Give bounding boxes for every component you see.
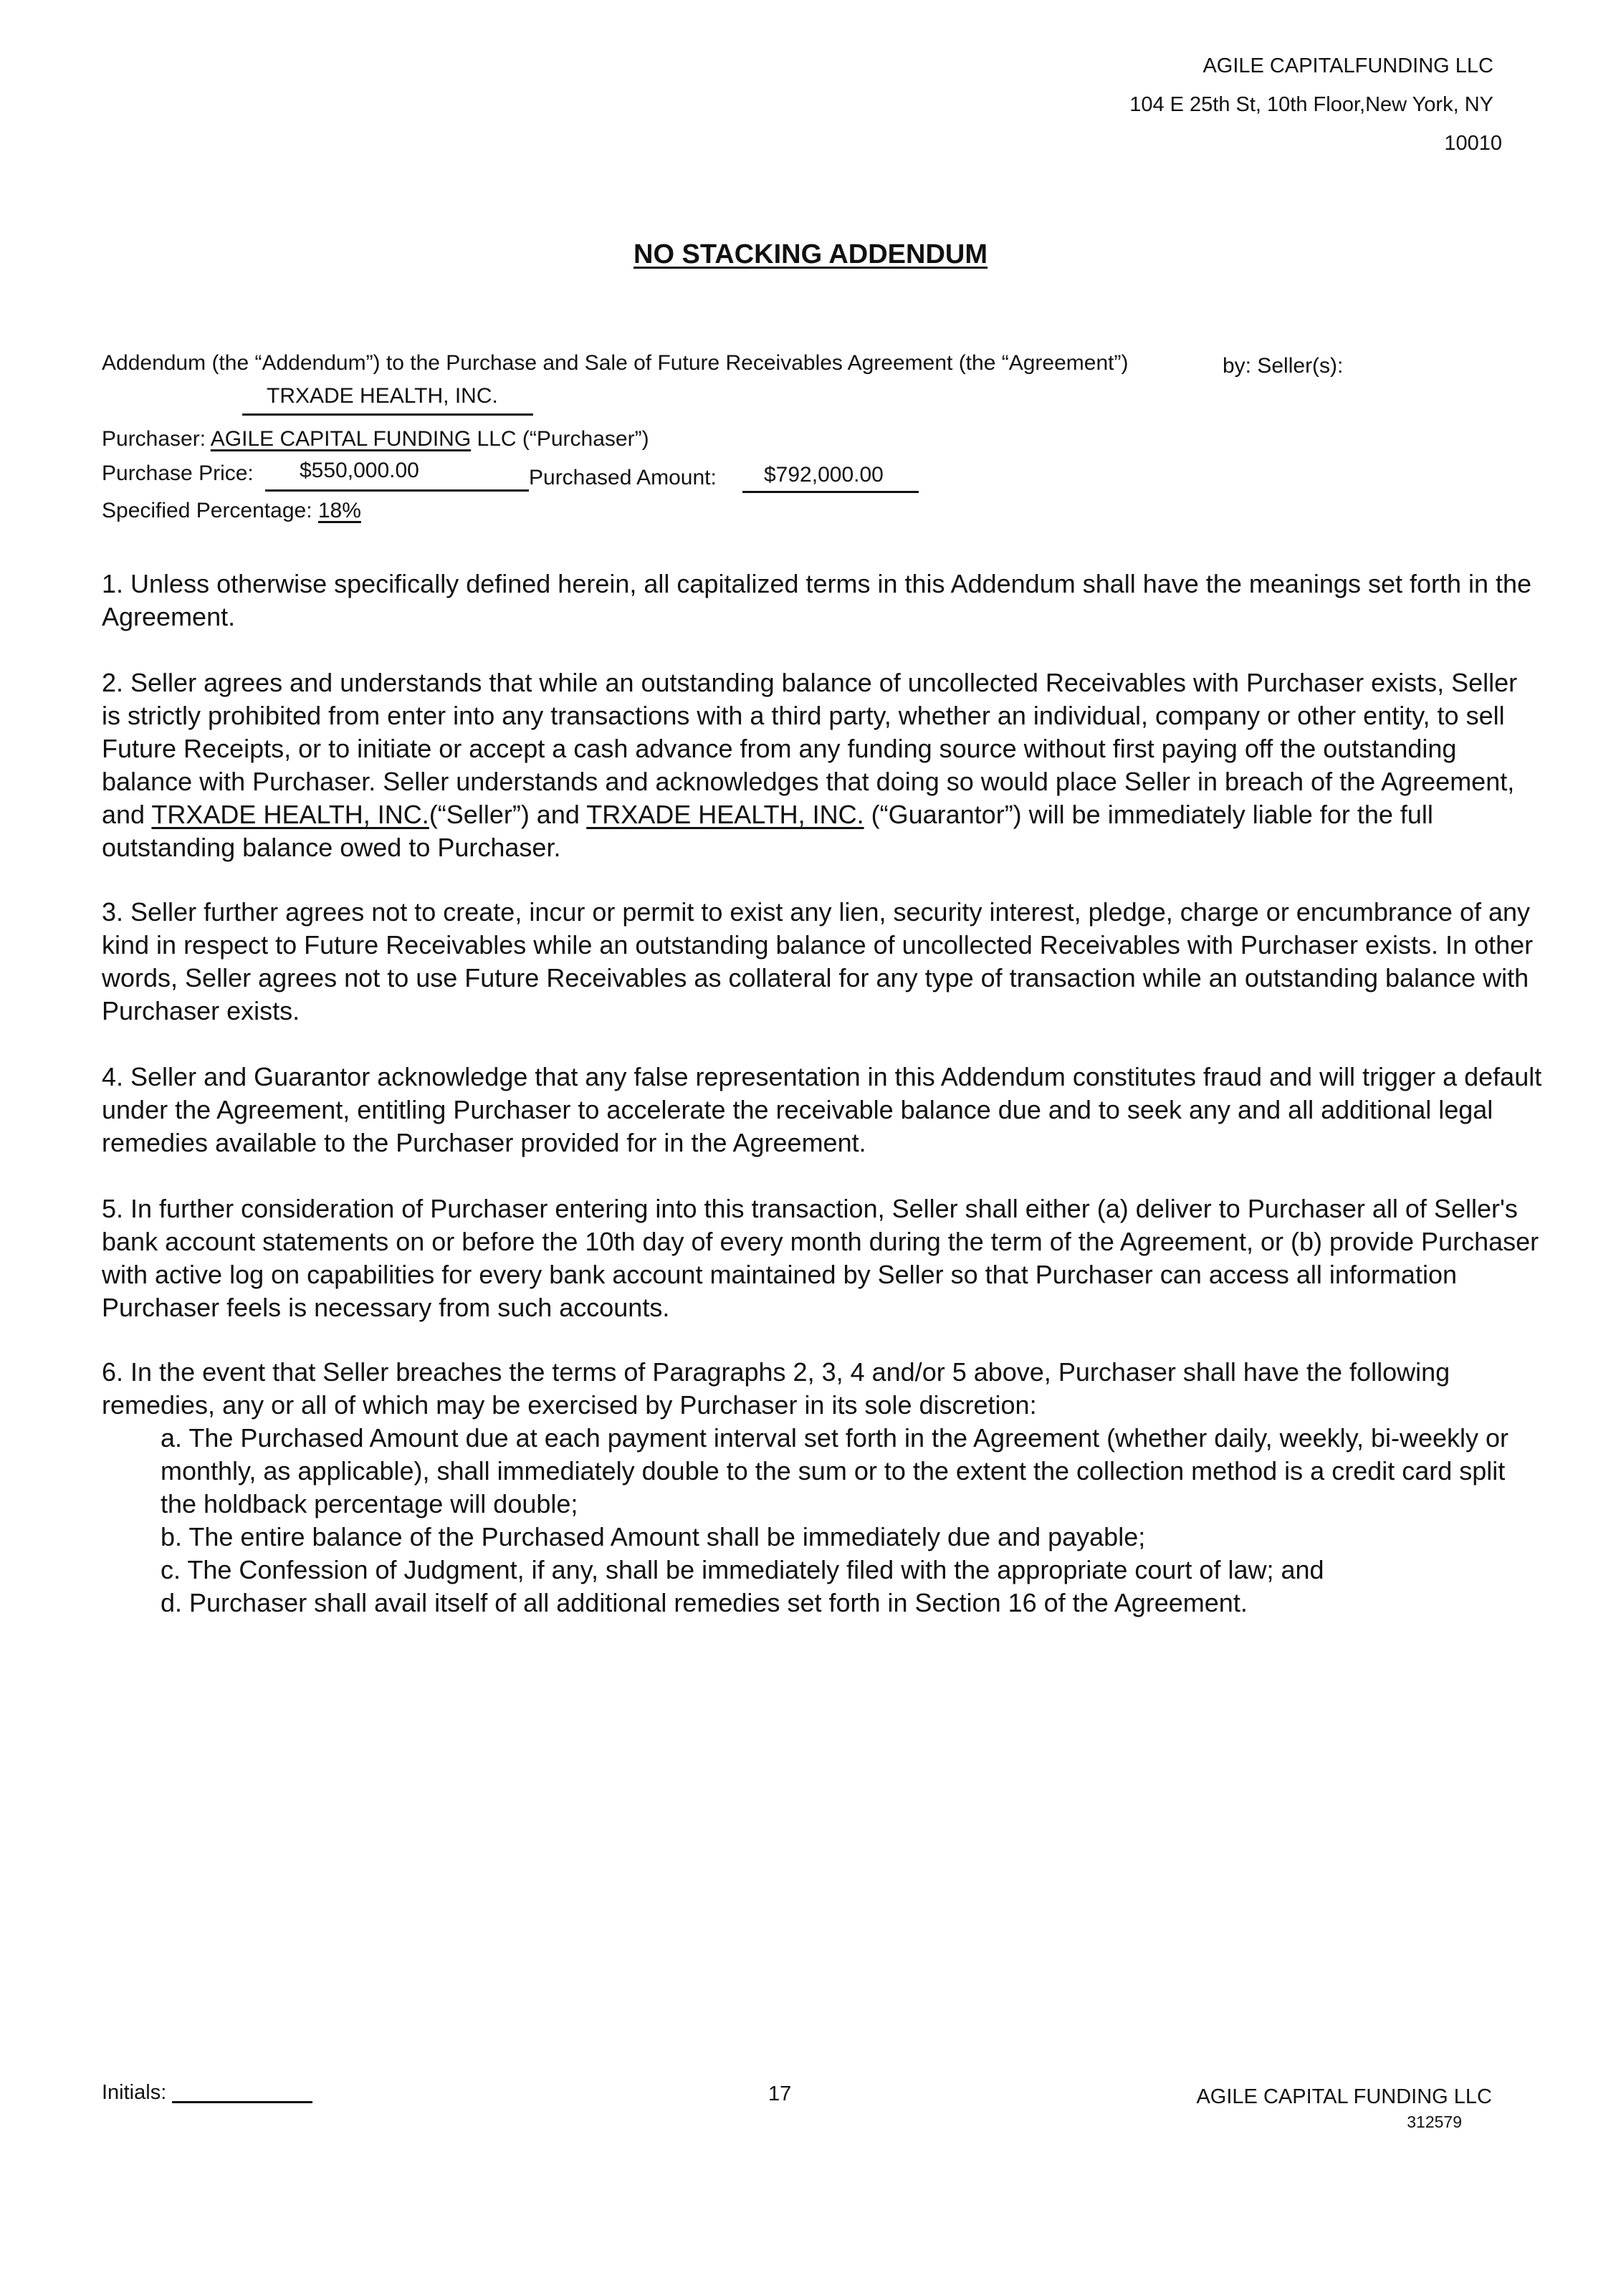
purchase-price-label: Purchase Price: bbox=[102, 461, 254, 485]
paragraph-6: 6. In the event that Seller breaches the terms of Paragraphs 2, 3, 4 and/or 5 above, Purchaser shall have the following remedies, any or all of which may be exercised by Purchaser in its sole discretion: a. The Purchased Amount due at each payment interval set forth in the Agreement (whether daily, weekly, bi-weekly or monthly, as applicable), shall immediately double to the sum or to the extent the collection method is a credit card split the holdback percentage will double; b. The entire balance of the Purchased Amount shall be immediately due and payable; c. The Confession of Judgment, if any, shall be immediately filed with the appropriate court of law; and d. Purchaser shall avail itself of all additional remedies set forth in Section 16 of the Agreement. bbox=[102, 1356, 1542, 1620]
purchaser-suffix: LLC (“Purchaser”) bbox=[477, 427, 649, 451]
remedy-item-c: c. The Confession of Judgment, if any, shall be immediately filed with the appropriate court of law; and bbox=[161, 1555, 1324, 1584]
specified-percentage-line bbox=[102, 499, 361, 523]
purchaser-label: Purchaser: bbox=[102, 427, 206, 451]
purchase-price-field bbox=[265, 459, 529, 492]
page-number: 17 bbox=[768, 2082, 792, 2105]
remedy-item-a: a. The Purchased Amount due at each payment interval set forth in the Agreement (whether daily, weekly, bi-weekly or monthly, as applicable), shall immediately double to the sum or to the extent the collection method is a credit card split the holdback percentage will double; bbox=[161, 1423, 1508, 1518]
remedy-item-d: d. Purchaser shall avail itself of all additional remedies set forth in Section 16 of the Agreement. bbox=[161, 1588, 1248, 1617]
paragraph-2-guarantor-name: TRXADE HEALTH, INC. bbox=[586, 800, 864, 829]
paragraph-4: 4. Seller and Guarantor acknowledge that any false representation in this Addendum constitutes fraud and will trigger a default under the Agreement, entitling Purchaser to accelerate the receivable balance due and to seek any and all additional legal remedies available to the Purchaser provided for in the Agreement. bbox=[102, 1062, 1542, 1157]
remedy-item-b: b. The entire balance of the Purchased Amount shall be immediately due and payable; bbox=[161, 1522, 1146, 1551]
seller-name-field bbox=[242, 384, 533, 416]
footer-company: AGILE CAPITAL FUNDING LLC bbox=[1196, 2085, 1492, 2108]
purchase-price-value: $550,000.00 bbox=[300, 459, 419, 482]
purchased-amount-field bbox=[742, 463, 919, 493]
purchased-amount-label: Purchased Amount: bbox=[529, 466, 717, 489]
seller-name-value: TRXADE HEALTH, INC. bbox=[267, 384, 498, 408]
initials-label: Initials: bbox=[102, 2081, 167, 2104]
header-zip: 10010 bbox=[1444, 132, 1502, 155]
purchaser-line bbox=[102, 427, 649, 451]
specified-percentage-label: Specified Percentage: bbox=[102, 499, 312, 522]
purchaser-name: AGILE CAPITAL FUNDING bbox=[210, 427, 472, 451]
paragraph-2: 2. Seller agrees and understands that while an outstanding balance of uncollected Receivables with Purchaser exists, Seller is strictly prohibited from enter into any transactions with a third party, whether an individual, company or other entity, to sell Future Receipts, or to initiate or accept a cash advance from any funding source without first paying off the outstanding balance with Purchaser. Seller understands and acknowledges that doing so would place Seller in breach of the Agreement, and TRXADE HEALTH, INC.(“Seller”) and TRXADE HEALTH, INC. (“Guarantor”) will be immediately liable for the full outstanding balance owed to Purchaser. bbox=[102, 668, 1518, 862]
footer-doc-id: 312579 bbox=[1407, 2113, 1462, 2131]
initials-line[interactable] bbox=[172, 2101, 312, 2103]
header-company: AGILE CAPITALFUNDING LLC bbox=[1202, 54, 1493, 77]
paragraph-3: 3. Seller further agrees not to create, incur or permit to exist any lien, security interest, pledge, charge or encumbrance of any kind in respect to Future Receivables while an outstanding balance of uncollected Receivables with Purchaser exists. In other words, Seller agrees not to use Future Receivables as collateral for any type of transaction while an outstanding balance with Purchaser exists. bbox=[102, 897, 1534, 1025]
purchased-amount-value: $792,000.00 bbox=[764, 463, 884, 487]
paragraph-2-seller-name: TRXADE HEALTH, INC. bbox=[151, 800, 429, 829]
document-title: NO STACKING ADDENDUM bbox=[633, 239, 988, 269]
intro-text: Addendum (the “Addendum”) to the Purchase and Sale of Future Receivables Agreement (the “Agreement”) bbox=[102, 351, 1129, 375]
initials-field bbox=[102, 2081, 312, 2105]
paragraph-1: 1. Unless otherwise specifically defined herein, all capitalized terms in this Addendum shall have the meanings set forth in the Agreement. bbox=[102, 569, 1532, 631]
paragraph-5: 5. In further consideration of Purchaser entering into this transaction, Seller shall either (a) deliver to Purchaser all of Seller's bank account statements on or before the 10th day of every month during the term of the Agreement, or (b) provide Purchaser with active log on capabilities for every bank account maintained by Seller so that Purchaser can access all information Purchaser feels is necessary from such accounts. bbox=[102, 1194, 1539, 1322]
specified-percentage-value: 18% bbox=[317, 499, 361, 522]
intro-by-seller-label: by: Seller(s): bbox=[1223, 354, 1344, 378]
header-address: 104 E 25th St, 10th Floor,New York, NY bbox=[1129, 93, 1493, 116]
